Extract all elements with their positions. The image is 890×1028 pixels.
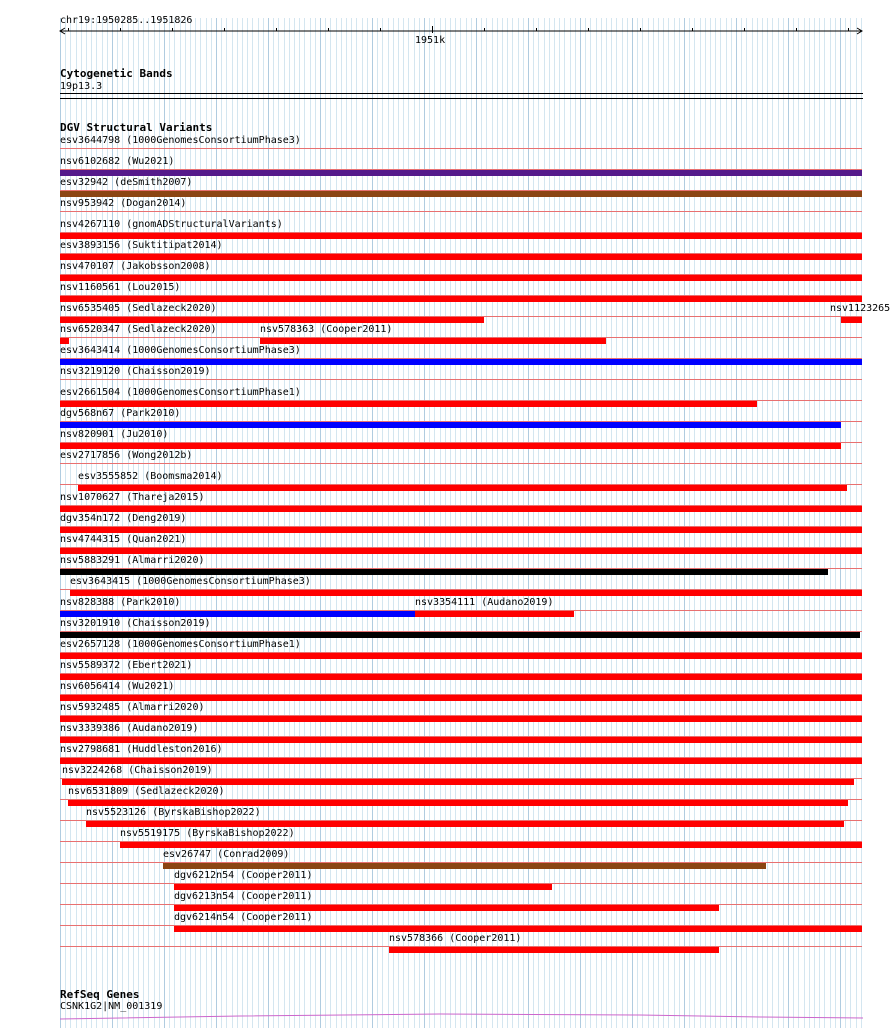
variant-bar[interactable] — [60, 317, 484, 323]
variant-bar[interactable] — [60, 422, 841, 428]
variant-label[interactable]: dgv6214n54 (Cooper2011) — [174, 912, 313, 923]
variant-bar[interactable] — [163, 863, 766, 869]
variant-bar[interactable] — [260, 338, 606, 344]
variant-label[interactable]: nsv3201910 (Chaisson2019) — [60, 618, 211, 629]
variant-bar[interactable] — [60, 338, 69, 344]
variant-label[interactable]: esv3644798 (1000GenomesConsortiumPhase3) — [60, 135, 301, 146]
variant-bar[interactable] — [60, 632, 860, 638]
variant-bar[interactable] — [60, 296, 862, 302]
refseq-gene-line[interactable] — [60, 1012, 863, 1022]
variant-bar[interactable] — [841, 317, 862, 323]
variant-bar[interactable] — [60, 275, 862, 281]
variant-bar[interactable] — [62, 779, 854, 785]
variant-bar[interactable] — [60, 737, 862, 743]
variant-bar[interactable] — [60, 758, 862, 764]
variant-label[interactable]: nsv3354111 (Audano2019) — [415, 597, 554, 608]
variant-label[interactable]: esv32942 (deSmith2007) — [60, 177, 193, 188]
variant-bar[interactable] — [68, 800, 848, 806]
variant-bar[interactable] — [70, 590, 862, 596]
variant-label[interactable]: esv3555852 (Boomsma2014) — [78, 471, 223, 482]
track-row-separator — [60, 148, 862, 149]
variant-bar[interactable] — [60, 401, 757, 407]
track-row-separator — [60, 463, 862, 464]
variant-label[interactable]: nsv2798681 (Huddleston2016) — [60, 744, 223, 755]
variant-label[interactable]: nsv5523126 (ByrskaBishop2022) — [86, 807, 261, 818]
ruler-tick-label: 1951k — [415, 35, 446, 46]
variant-label[interactable]: nsv1070627 (Thareja2015) — [60, 492, 205, 503]
variant-label[interactable]: esv2657128 (1000GenomesConsortiumPhase1) — [60, 639, 301, 650]
variant-bar[interactable] — [60, 611, 415, 617]
variant-bar[interactable] — [174, 884, 552, 890]
variant-label[interactable]: nsv3339386 (Audano2019) — [60, 723, 199, 734]
variant-label[interactable]: nsv953942 (Dogan2014) — [60, 198, 187, 209]
variant-bar[interactable] — [60, 674, 862, 680]
variant-label[interactable]: nsv578363 (Cooper2011) — [260, 324, 393, 335]
variant-bar[interactable] — [60, 569, 828, 575]
variant-label[interactable]: esv2661504 (1000GenomesConsortiumPhase1) — [60, 387, 301, 398]
variant-label[interactable]: esv26747 (Conrad2009) — [163, 849, 290, 860]
variant-label[interactable]: nsv3219120 (Chaisson2019) — [60, 366, 211, 377]
variant-label[interactable]: nsv5883291 (Almarri2020) — [60, 555, 205, 566]
variant-label[interactable]: dgv568n67 (Park2010) — [60, 408, 181, 419]
cytoband-label: 19p13.3 — [60, 81, 103, 92]
variant-label[interactable]: nsv578366 (Cooper2011) — [389, 933, 522, 944]
variant-bar[interactable] — [389, 947, 719, 953]
variant-label[interactable]: nsv6535405 (Sedlazeck2020) — [60, 303, 217, 314]
variant-bar[interactable] — [60, 506, 862, 512]
variant-label[interactable]: nsv6102682 (Wu2021) — [60, 156, 175, 167]
cytoband-track-title: Cytogenetic Bands — [60, 67, 173, 80]
variant-label[interactable]: nsv470107 (Jakobsson2008) — [60, 261, 211, 272]
refseq-track-title: RefSeq Genes — [60, 988, 140, 1001]
variant-label[interactable]: nsv5932485 (Almarri2020) — [60, 702, 205, 713]
dgv-track-title: DGV Structural Variants — [60, 121, 213, 134]
variant-label[interactable]: nsv4267110 (gnomADStructuralVariants) — [60, 219, 283, 230]
ruler-location: chr19:1950285..1951826 — [60, 15, 193, 26]
variant-label[interactable]: nsv6056414 (Wu2021) — [60, 681, 175, 692]
variant-bar[interactable] — [60, 443, 841, 449]
variant-bar[interactable] — [174, 905, 719, 911]
variant-bar[interactable] — [78, 485, 847, 491]
variant-bar[interactable] — [60, 191, 862, 197]
variant-bar[interactable] — [60, 716, 862, 722]
variant-bar[interactable] — [60, 359, 862, 365]
variant-bar[interactable] — [120, 842, 862, 848]
variant-label[interactable]: nsv828388 (Park2010) — [60, 597, 181, 608]
variant-bar[interactable] — [60, 527, 862, 533]
variant-bar[interactable] — [60, 653, 862, 659]
variant-label[interactable]: nsv820901 (Ju2010) — [60, 429, 169, 440]
variant-bar[interactable] — [60, 170, 862, 176]
variant-label[interactable]: esv3893156 (Suktitipat2014) — [60, 240, 223, 251]
variant-label[interactable]: nsv4744315 (Quan2021) — [60, 534, 187, 545]
variant-bar[interactable] — [174, 926, 862, 932]
variant-bar[interactable] — [60, 233, 862, 239]
ruler[interactable] — [0, 0, 890, 60]
variant-label[interactable]: esv3643415 (1000GenomesConsortiumPhase3) — [70, 576, 311, 587]
variant-bar[interactable] — [60, 548, 862, 554]
cytoband-line — [60, 93, 863, 94]
variant-label[interactable]: dgv6213n54 (Cooper2011) — [174, 891, 313, 902]
variant-bar[interactable] — [415, 611, 574, 617]
variant-label[interactable]: nsv1160561 (Lou2015) — [60, 282, 181, 293]
track-row-separator — [60, 379, 862, 380]
variant-bar[interactable] — [60, 695, 862, 701]
variant-bar[interactable] — [86, 821, 844, 827]
cytoband-line-lower — [60, 98, 863, 99]
variant-bar[interactable] — [60, 254, 862, 260]
variant-label[interactable]: esv2717856 (Wong2012b) — [60, 450, 193, 461]
refseq-gene-label[interactable]: CSNK1G2|NM_001319 — [60, 1001, 163, 1012]
variant-label[interactable]: nsv5589372 (Ebert2021) — [60, 660, 193, 671]
variant-label[interactable]: dgv6212n54 (Cooper2011) — [174, 870, 313, 881]
variant-label[interactable]: esv3643414 (1000GenomesConsortiumPhase3) — [60, 345, 301, 356]
variant-label[interactable]: nsv6531809 (Sedlazeck2020) — [68, 786, 225, 797]
variant-label[interactable]: nsv6520347 (Sedlazeck2020) — [60, 324, 217, 335]
variant-label[interactable]: dgv354n172 (Deng2019) — [60, 513, 187, 524]
variant-label[interactable]: nsv3224268 (Chaisson2019) — [62, 765, 213, 776]
variant-label[interactable]: nsv5519175 (ByrskaBishop2022) — [120, 828, 295, 839]
track-row-separator — [60, 211, 862, 212]
variant-label[interactable]: nsv1123265 — [830, 303, 890, 314]
